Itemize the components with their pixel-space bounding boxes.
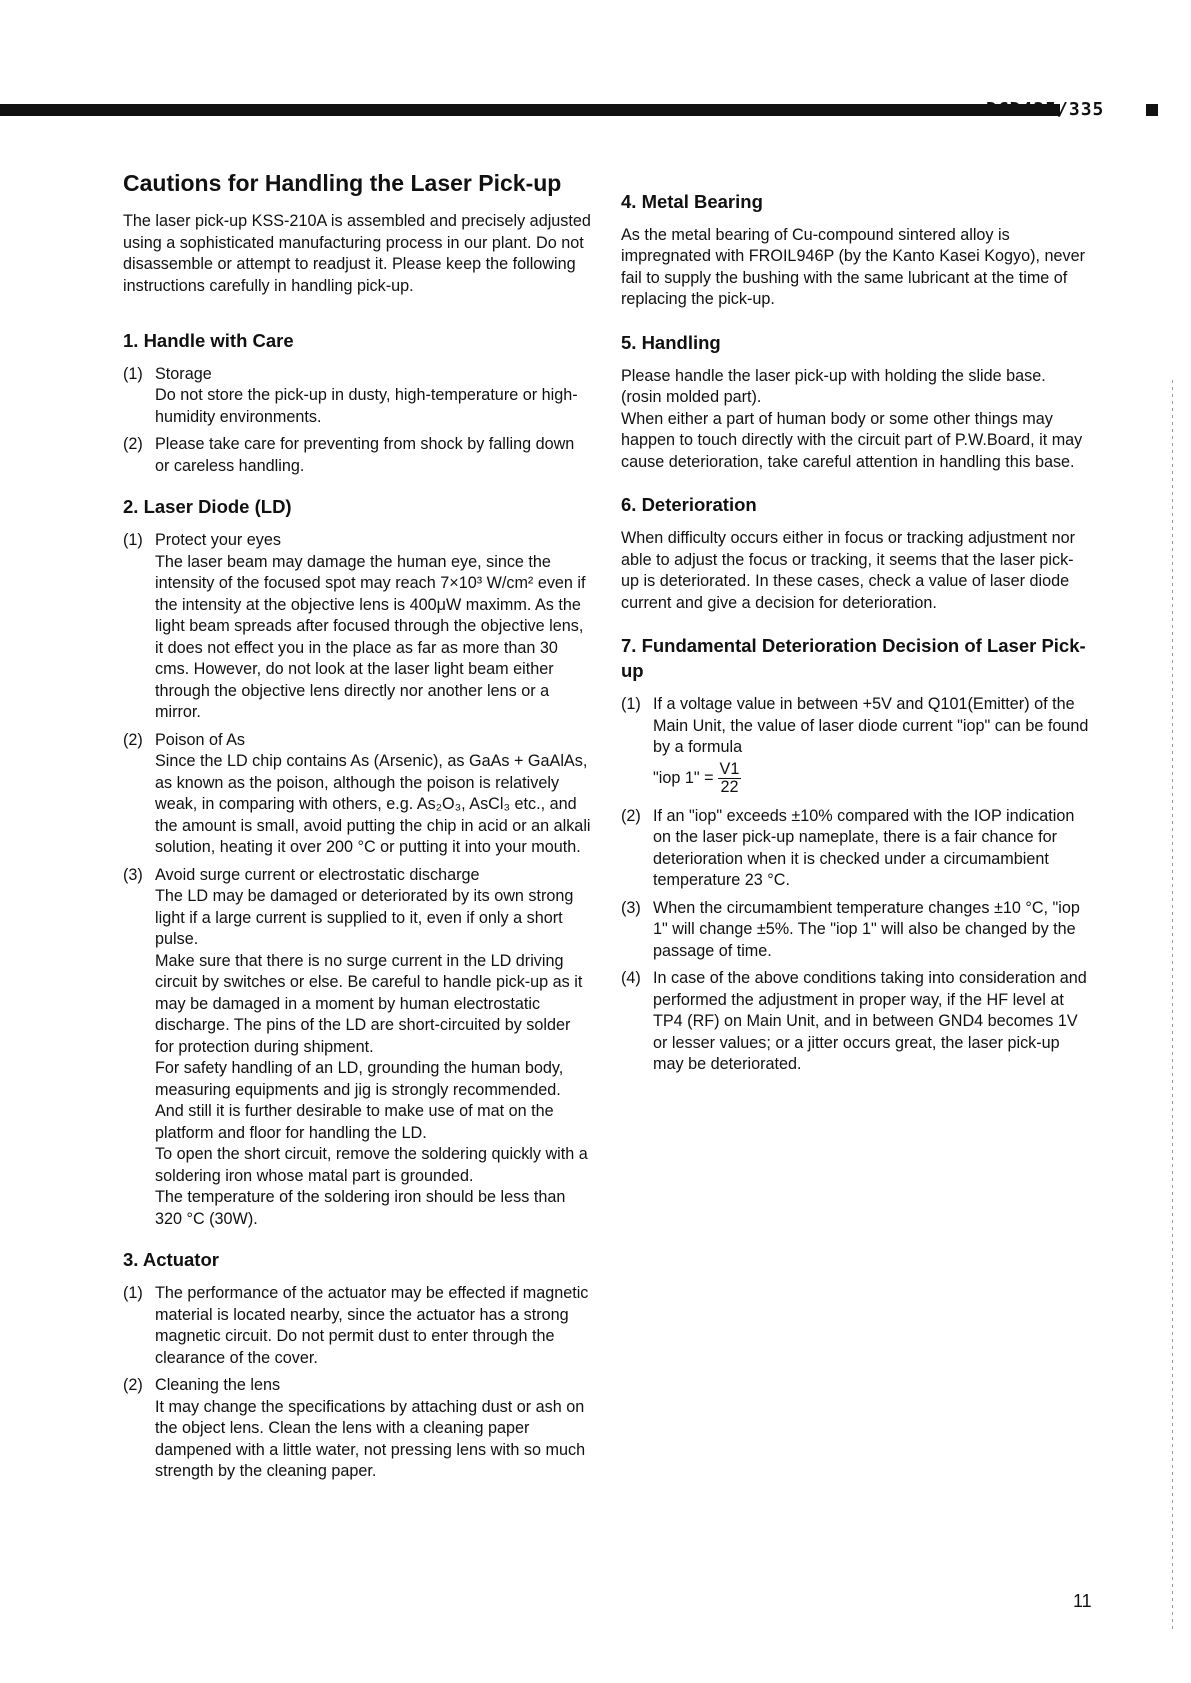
left-column (123, 170, 593, 1501)
item-text: To open the short circuit, remove the soldering quickly with a soldering iron whose matal part is grounded. (155, 1145, 588, 1185)
formula-lhs: "iop 1" = (653, 768, 714, 787)
item-number: (1) (123, 531, 143, 550)
item-title: Protect your eyes (155, 531, 281, 550)
item-number: (1) (123, 364, 143, 383)
section-text: Please handle the laser pick-up with holding the slide base. (rosin molded part). (621, 366, 1046, 407)
item-number: (1) (621, 695, 641, 714)
right-column (621, 190, 1089, 1096)
page-title: Cautions for Handling the Laser Pick-up (123, 170, 562, 196)
item-text: For safety handling of an LD, grounding the human body, measuring equipments and jig is strongly recommended. And still it is further desirable to make use of mat on the platform and floor for handling the LD. (155, 1059, 564, 1142)
item-title: Avoid surge current or electrostatic discharge (155, 865, 480, 884)
item-title: Storage (155, 364, 212, 383)
item-text: Since the LD chip contains As (Arsenic), as GaAs + GaAlAs, as known as the poison, although the poison is relatively weak, in comparing with others, e.g. As₂O₃, AsCl₃ etc., and the amount is small, avoid putting the chip in acid or an alkali solution, heating it over 200 °C or putting it into your mouth. (155, 752, 591, 857)
formula-numerator: V1 (719, 759, 740, 778)
section-text: When either a part of human body or some other things may happen to touch directly with the circuit part of P.W.Board, it may cause deterioration, take careful attention in handling this base. (621, 409, 1083, 471)
item-text: The performance of the actuator may be effected if magnetic material is located nearby, since the actuator has a strong magnetic circuit. Do not permit dust to enter through the clearance of the cover. (155, 1284, 589, 1367)
list-item (123, 865, 593, 1231)
list-item (123, 364, 593, 429)
section-text: As the metal bearing of Cu-compound sintered alloy is impregnated with FROIL946P (by the Kanto Kasei Kogyo), never fail to supply the bushing with the same lubricant at the time of replacing the pick-up. (621, 225, 1085, 309)
item-number: (3) (123, 865, 143, 884)
item-title: Poison of As (155, 730, 245, 749)
item-number: (3) (621, 898, 641, 917)
list-item (621, 694, 1089, 800)
item-text: Please take care for preventing from shock by falling down or careless handling. (155, 435, 575, 475)
section-heading: 6. Deterioration (621, 494, 757, 516)
item-text: In case of the above conditions taking into consideration and performed the adjustment in proper way, if the HF level at TP4 (RF) on Main Unit, and in between GND4 becomes 1V or lesser values; or a jitter occurs great, the laser pick-up may be deteriorated. (653, 969, 1087, 1074)
list-item (123, 1375, 593, 1483)
section-handling (621, 331, 1089, 473)
item-number: (2) (123, 730, 143, 749)
item-text: The laser beam may damage the human eye, since the intensity of the focused spot may reach 7×10³ W/cm² even if the intensity at the objective lens is 400μW maximm. As the light beam spreads after focused through the objective lens, it does not effect you in the place as far as more than 30 cms. However, do not look at the laser light beam either through the objective lens directly nor another lens or a mirror. (155, 552, 586, 722)
list-item (123, 1283, 593, 1369)
item-text: The temperature of the soldering iron should be less than 320 °C (30W). (155, 1188, 566, 1228)
section-heading: 2. Laser Diode (LD) (123, 496, 292, 518)
item-text: If a voltage value in between +5V and Q101(Emitter) of the Main Unit, the value of laser diode current "iop" can be found by a formula (653, 695, 1089, 757)
item-number: (4) (621, 969, 641, 988)
item-text: When the circumambient temperature changes ±10 °C, "iop 1" will change ±5%. The "iop 1" will also be changed by the passage of time. (653, 898, 1080, 960)
item-text: The LD may be damaged or deteriorated by its own strong light if a large current is supplied to it, even if only a short pulse. (155, 887, 574, 949)
item-text: Make sure that there is no surge current in the LD driving circuit by switches or else. Be careful to handle pick-up as it may be damaged in a moment by human electrostatic discharge. The pins of the LD are short-circuited by solder for protection during shipment. (155, 951, 583, 1056)
item-text: It may change the specifications by attaching dust or ash on the object lens. Clean the lens with a cleaning paper dampened with a little water, not pressing lens with so much strength by the cleaning paper. (155, 1397, 586, 1481)
intro-paragraph: The laser pick-up KSS-210A is assembled and precisely adjusted using a sophisticated manufacturing process in our plant. Do not disassemble or attempt to readjust it. Please keep the following instructions carefully in handling pick-up. (123, 212, 591, 295)
page-number: 11 (1073, 1591, 1092, 1611)
list-item (123, 530, 593, 724)
list-item (621, 806, 1089, 892)
section-heading: 7. Fundamental Deterioration Decision of Laser Pick-up (621, 635, 1086, 682)
iop-formula (653, 761, 741, 796)
section-deterioration (621, 493, 1089, 614)
list-item (621, 898, 1089, 963)
section-actuator (123, 1248, 593, 1482)
list-item (123, 434, 593, 477)
section-laser-diode (123, 495, 593, 1230)
section-metal-bearing (621, 190, 1089, 311)
formula-denominator: 22 (720, 777, 739, 796)
section-heading: 4. Metal Bearing (621, 191, 763, 212)
model-number: DCD425/335 (986, 99, 1105, 120)
item-text: Do not store the pick-up in dusty, high-temperature or high-humidity environments. (155, 386, 578, 426)
item-number: (2) (123, 1376, 143, 1395)
list-item (621, 968, 1089, 1076)
section-deterioration-decision (621, 634, 1089, 1075)
item-title: Cleaning the lens (155, 1376, 281, 1395)
section-text: When difficulty occurs either in focus or tracking adjustment nor able to adjust the focus or tracking, it seems that the laser pick-up is deteriorated. In these cases, check a value of laser diode current and give a decision for deterioration. (621, 529, 1076, 612)
item-text: If an "iop" exceeds ±10% compared with the IOP indication on the laser pick-up nameplate, there is a fair chance for deterioration when it is checked under a circumambient temperature 23 °C. (653, 806, 1075, 890)
binding-edge-line (1172, 380, 1173, 1630)
item-number: (1) (123, 1284, 143, 1303)
header-end-block (1146, 104, 1158, 116)
header-rule (0, 104, 1060, 116)
formula-fraction (718, 761, 742, 796)
section-handle-with-care (123, 329, 593, 477)
item-number: (2) (621, 806, 641, 825)
section-heading: 1. Handle with Care (123, 330, 294, 351)
section-heading: 5. Handling (621, 331, 721, 353)
item-number: (2) (123, 435, 143, 454)
list-item (123, 730, 593, 859)
section-heading: 3. Actuator (123, 1249, 219, 1271)
